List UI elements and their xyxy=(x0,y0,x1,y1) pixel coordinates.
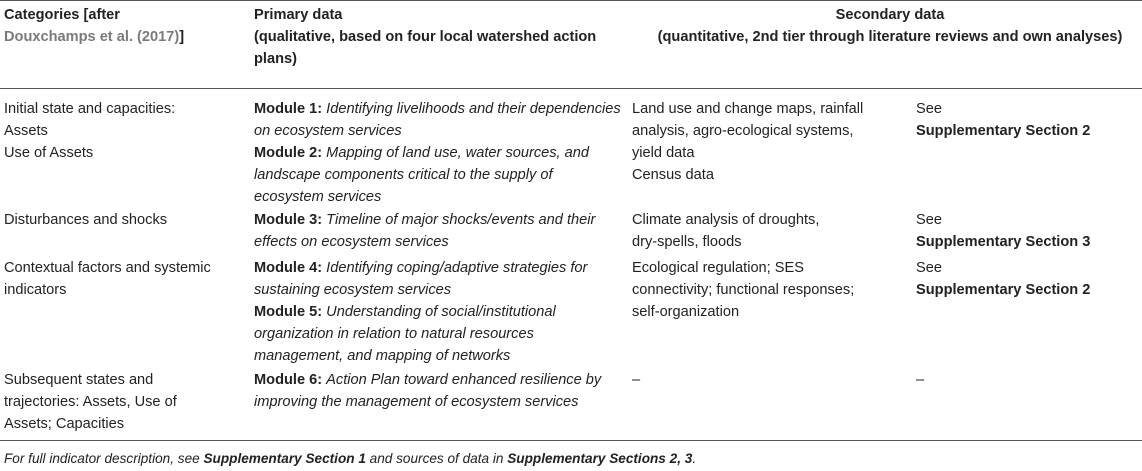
module-4 xyxy=(254,257,624,301)
table-footnote xyxy=(4,448,696,470)
row4-category-line: Subsequent states and xyxy=(4,372,154,388)
table-top-rule xyxy=(0,0,1142,1)
header-primary-data xyxy=(254,4,634,70)
module-4-text: Identifying coping/adaptive strategies for sustaining ecosystem services xyxy=(254,260,588,298)
header-primary-subtitle: (qualitative, based on four local watershed action plans) xyxy=(254,29,597,67)
header-rule xyxy=(0,88,1142,89)
row2-supplementary xyxy=(916,209,1136,253)
row1-secondary xyxy=(632,98,902,186)
module-5-label: Module 5: xyxy=(254,304,323,320)
row2-secondary-line: Climate analysis of droughts, xyxy=(632,212,820,228)
supplementary-section-2-link[interactable]: Supplementary Section 2 xyxy=(916,282,1091,298)
module-4-label: Module 4: xyxy=(254,260,323,276)
row1-secondary-line: Census data xyxy=(632,167,714,183)
header-categories xyxy=(4,4,234,48)
row1-category xyxy=(4,98,244,164)
header-categories-label: Categories [after xyxy=(4,7,120,23)
row3-category-line: Contextual factors and systemic xyxy=(4,260,211,276)
header-primary-title: Primary data xyxy=(254,7,343,23)
row2-secondary-line: dry-spells, floods xyxy=(632,234,742,250)
row2-primary xyxy=(254,209,624,253)
row3-see: See xyxy=(916,260,942,276)
supplementary-section-1-link[interactable]: Supplementary Section 1 xyxy=(203,451,366,466)
douxchamps-reference-link[interactable]: Douxchamps et al. (2017) xyxy=(4,29,180,45)
module-3 xyxy=(254,209,624,253)
module-1-label: Module 1: xyxy=(254,101,323,117)
row4-category xyxy=(4,369,244,435)
footnote-suffix: . xyxy=(692,451,697,466)
row3-secondary-line: connectivity; functional responses; xyxy=(632,282,855,298)
row1-secondary-line: yield data xyxy=(632,145,695,161)
module-6 xyxy=(254,369,624,413)
row3-supplementary xyxy=(916,257,1136,301)
module-1-text: Identifying livelihoods and their dependencies on ecosystem services xyxy=(254,101,621,139)
row1-category-line: Initial state and capacities: xyxy=(4,101,176,117)
header-secondary-data xyxy=(640,4,1140,48)
supplementary-section-2-link[interactable]: Supplementary Section 2 xyxy=(916,123,1091,139)
footnote-middle: and sources of data in xyxy=(365,451,508,466)
module-3-label: Module 3: xyxy=(254,212,323,228)
row3-secondary-line: Ecological regulation; SES xyxy=(632,260,804,276)
module-5-text: Understanding of social/institutional organization in relation to natural resources management, and mapping of networks xyxy=(254,304,556,364)
row4-secondary xyxy=(632,369,902,391)
row1-secondary-line: analysis, agro-ecological systems, xyxy=(632,123,854,139)
footnote-prefix: For full indicator description, see xyxy=(4,451,204,466)
row3-category-line: indicators xyxy=(4,282,67,298)
row1-see: See xyxy=(916,101,942,117)
module-6-text: Action Plan toward enhanced resilience by improving the management of ecosystem services xyxy=(254,372,602,410)
row4-secondary-line: – xyxy=(632,372,641,388)
module-2-text: Mapping of land use, water sources, and landscape components critical to the supply of ecosystem services xyxy=(254,145,590,205)
row2-category-line: Disturbances and shocks xyxy=(4,212,168,228)
row4-category-line: trajectories: Assets, Use of xyxy=(4,394,177,410)
module-6-label: Module 6: xyxy=(254,372,323,388)
module-2-label: Module 2: xyxy=(254,145,323,161)
row1-category-line: Assets xyxy=(4,123,48,139)
row3-primary xyxy=(254,257,624,367)
row1-supplementary xyxy=(916,98,1136,142)
header-categories-close: ] xyxy=(179,29,185,45)
header-secondary-title: Secondary data xyxy=(835,7,945,23)
header-secondary-subtitle: (quantitative, 2nd tier through literature reviews and own analyses) xyxy=(657,29,1123,45)
row3-secondary-line: self-organization xyxy=(632,304,740,320)
row3-category xyxy=(4,257,244,301)
row2-secondary xyxy=(632,209,902,253)
row4-primary xyxy=(254,369,624,413)
supplementary-section-3-link[interactable]: Supplementary Section 3 xyxy=(916,234,1091,250)
module-2 xyxy=(254,142,624,208)
table-bottom-rule xyxy=(0,440,1142,441)
module-3-text: Timeline of major shocks/events and their effects on ecosystem services xyxy=(254,212,596,250)
row1-primary xyxy=(254,98,624,208)
row4-see: – xyxy=(916,372,925,388)
row4-supplementary xyxy=(916,369,1136,391)
module-5 xyxy=(254,301,624,367)
row2-see: See xyxy=(916,212,942,228)
supplementary-sections-2-3-link[interactable]: Supplementary Sections 2, 3 xyxy=(507,451,693,466)
row3-secondary xyxy=(632,257,902,323)
row1-category-line: Use of Assets xyxy=(4,145,94,161)
module-1 xyxy=(254,98,624,142)
row4-category-line: Assets; Capacities xyxy=(4,416,125,432)
row2-category xyxy=(4,209,244,231)
row1-secondary-line: Land use and change maps, rainfall xyxy=(632,101,864,117)
